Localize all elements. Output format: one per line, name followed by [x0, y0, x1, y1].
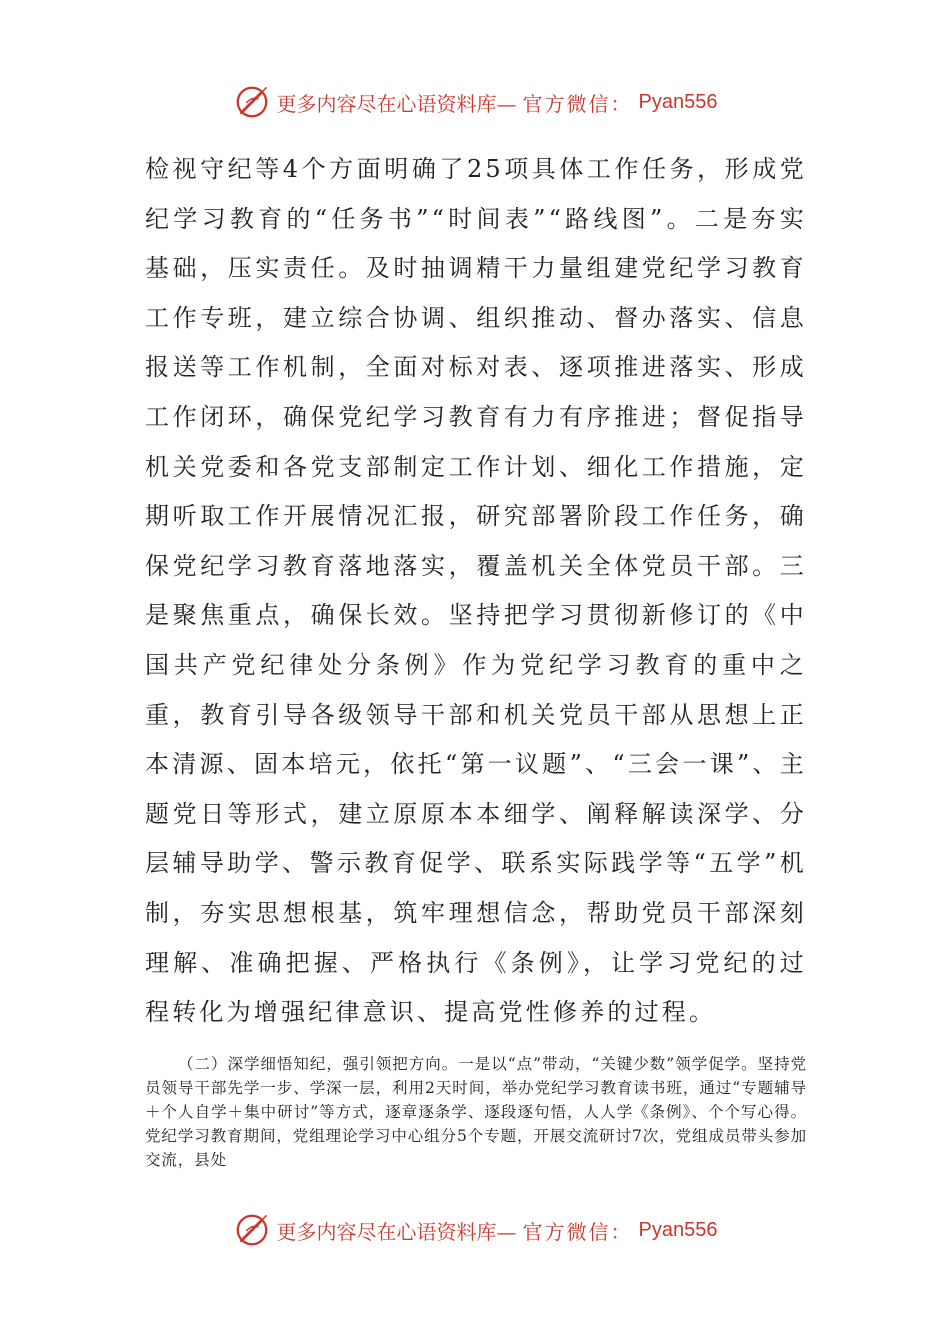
footer-brand-text: 更多内容尽在心语资料库—: [276, 1219, 517, 1244]
main-paragraph: 检视守纪等4个方面明确了25项具体工作任务，形成党纪学习教育的“任务书”“时间表”“路线图”。二是夯实基础，压实责任。及时抽调精干力量组建党纪学习教育工作专班，建立综合协调、组织推动、督办落实、信息报送等工作机制，全面对标对表、逐项推进落实、形成工作闭环，确保党纪学习教育有力有序推进；督促指导机关党委和各党支部制定工作计划、细化工作措施，定期听取工作开展情况汇报，研究部署阶段工作任务，确保党纪学习教育落地落实，覆盖机关全体党员干部。三是聚焦重点，确保长效。坚持把学习贯彻新修订的《中国共产党纪律处分条例》作为党纪学习教育的重中之重，教育引导各级领导干部和机关党员干部从思想上正本清源、固本培元，依托“第一议题”、“三会一课”、主题党日等形式，建立原原本本细学、阐释解读深学、分层辅导助学、警示教育促学、联系实际践学等“五学”机制，夯实思想根基，筑牢理想信念，帮助党员干部深刻理解、准确把握、严格执行《条例》，让学习党纪的过程转化为增强纪律意识、提高党性修养的过程。: [145, 155, 807, 1027]
footer-wechat-label: 官方微信：: [522, 1219, 633, 1244]
header-banner: [0, 80, 950, 124]
footer-banner: [0, 1208, 950, 1252]
footer-wechat-id: Pyan556: [638, 1218, 718, 1241]
pen-logo-icon: [233, 1211, 271, 1249]
header-brand-text: 更多内容尽在心语资料库—: [276, 91, 517, 116]
header-wechat-id: Pyan556: [638, 90, 718, 113]
pen-logo-icon: [233, 83, 271, 121]
header-wechat-label: 官方微信：: [522, 91, 633, 116]
section-paragraph: （二）深学细悟知纪，强引领把方向。一是以“点”带动，“关键少数”领学促学。坚持党员领导干部先学一步、学深一层，利用2天时间，举办党纪学习教育读书班，通过“专题辅导＋个人自学＋集中研讨”等方式，逐章逐条学、逐段逐句悟，人人学《条例》、个个写心得。党纪学习教育期间，党组理论学习中心组分5个专题，开展交流研讨7次，党组成员带头参加交流，县处: [145, 1055, 807, 1169]
